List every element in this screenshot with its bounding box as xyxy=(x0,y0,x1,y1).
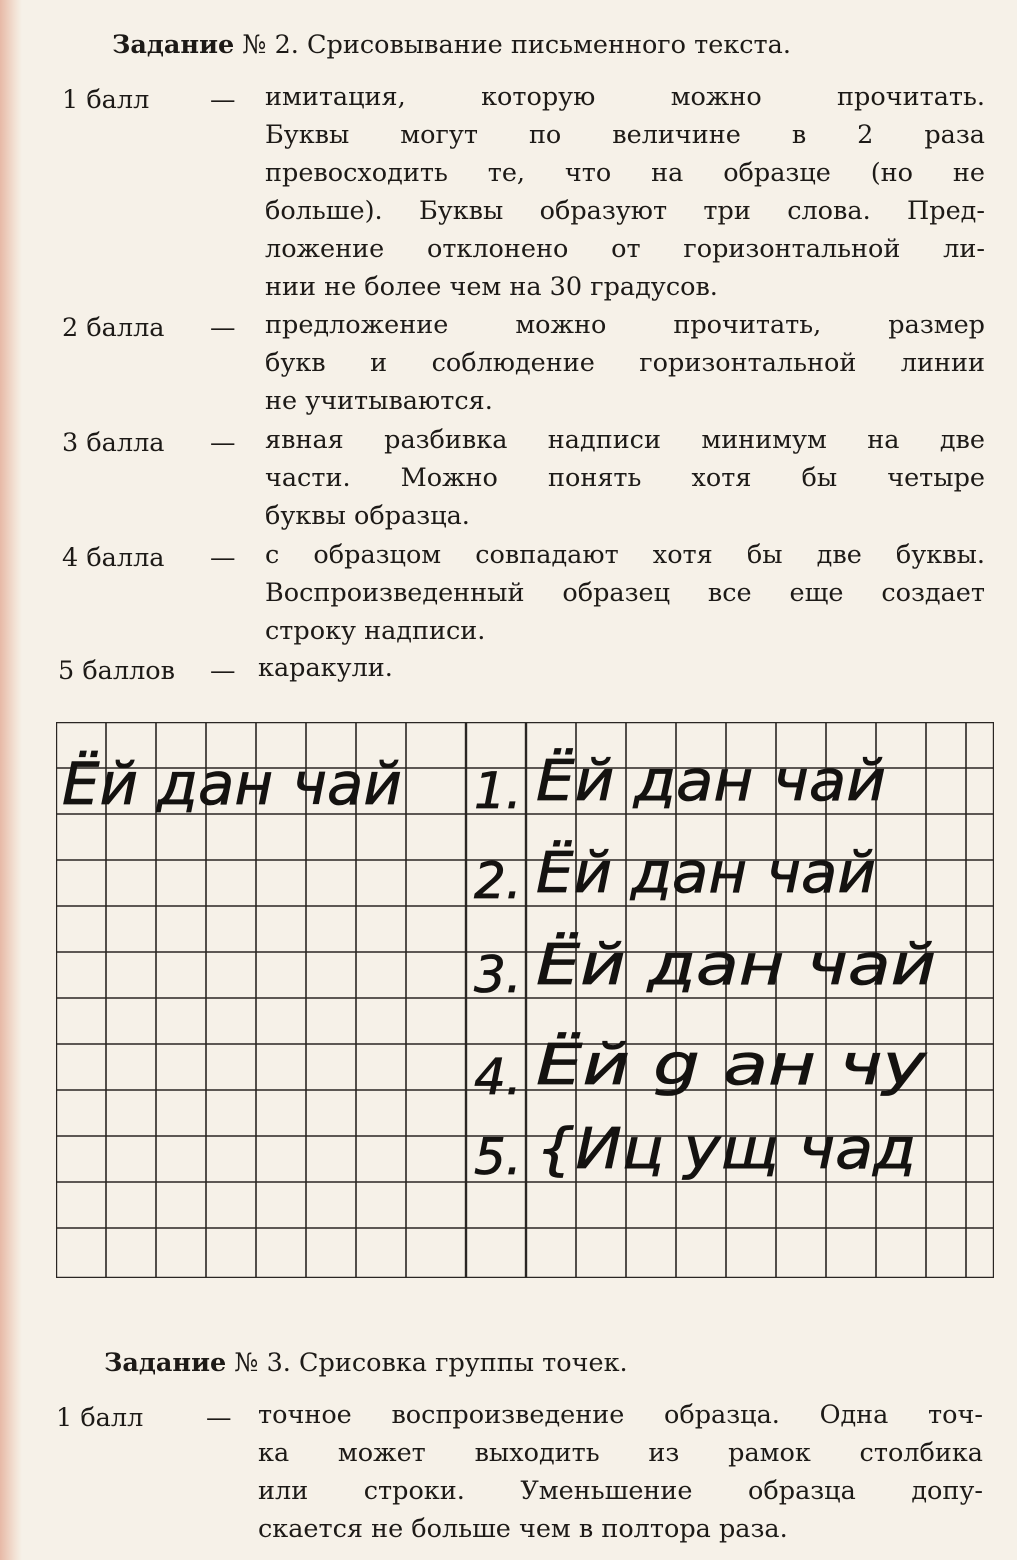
criterion-line: или строки. Уменьшение образца допу- xyxy=(258,1476,983,1506)
task3-heading-bold: Задание xyxy=(104,1348,227,1378)
task2-heading-bold: Задание xyxy=(112,30,235,60)
copy-number: 1. xyxy=(474,762,522,820)
criterion-description xyxy=(265,421,985,535)
criterion-dash: — xyxy=(210,543,236,573)
criterion-description xyxy=(258,649,558,687)
handwriting-figure xyxy=(56,722,994,1278)
copy-number: 4. xyxy=(474,1048,522,1106)
task2-heading xyxy=(112,30,791,60)
copy-handwriting: Ёй дан чай xyxy=(536,933,936,998)
copy-handwriting: Ёй дан чай xyxy=(536,841,876,906)
criterion-dash: — xyxy=(206,1403,232,1433)
criterion-score: 2 балла xyxy=(62,313,165,343)
criterion-line: букв и соблюдение горизонтальной линии xyxy=(265,348,985,378)
criterion-line: каракули. xyxy=(258,653,393,683)
criterion-line: превосходить те, что на образце (но не xyxy=(265,158,985,188)
criterion-line: больше). Буквы образуют три слова. Пред- xyxy=(265,196,985,226)
criterion-line: Буквы могут по величине в 2 раза xyxy=(265,120,985,150)
criterion-line: Воспроизведенный образец все еще создает xyxy=(265,578,985,608)
criterion-description xyxy=(265,78,985,306)
task3-heading xyxy=(104,1348,628,1378)
copy-number: 3. xyxy=(474,946,522,1004)
criterion-line: с образцом совпадают хотя бы две буквы. xyxy=(265,540,985,570)
criterion-line: нии не более чем на 30 градусов. xyxy=(265,272,718,302)
criterion-line: не учитываются. xyxy=(265,386,493,416)
criterion-score: 4 балла xyxy=(62,543,165,573)
criterion-description xyxy=(258,1396,983,1548)
criterion-score: 1 балл xyxy=(56,1403,144,1433)
criterion-score: 3 балла xyxy=(62,428,165,458)
criterion-dash: — xyxy=(210,656,236,686)
criterion-line: ложение отклонено от горизонтальной ли- xyxy=(265,234,985,264)
copy-handwriting: Ёй дан чай xyxy=(536,749,886,814)
criterion-description xyxy=(265,306,985,420)
criterion-line: точное воспроизведение образца. Одна точ- xyxy=(258,1400,983,1430)
copy-handwriting: {Иц ущ чад xyxy=(536,1117,916,1182)
criterion-dash: — xyxy=(210,85,236,115)
criterion-dash: — xyxy=(210,313,236,343)
copy-handwriting: Ёй g ан чу xyxy=(536,1033,928,1098)
criterion-score: 1 балл xyxy=(62,85,150,115)
criterion-line: явная разбивка надписи минимум на две xyxy=(265,425,985,455)
criterion-score: 5 баллов xyxy=(58,656,175,686)
criterion-dash: — xyxy=(210,428,236,458)
criterion-description xyxy=(265,536,985,650)
criterion-line: буквы образца. xyxy=(265,501,470,531)
criterion-line: предложение можно прочитать, размер xyxy=(265,310,985,340)
criterion-line: ка может выходить из рамок столбика xyxy=(258,1438,983,1468)
task3-heading-rest: № 3. Срисовка группы точек. xyxy=(234,1348,628,1378)
criterion-line: имитация, которую можно прочитать. xyxy=(265,82,985,112)
task2-heading-rest: № 2. Срисовывание письменного текста. xyxy=(242,30,791,60)
copy-number: 5. xyxy=(474,1128,522,1186)
criterion-line: скается не больше чем в полтора раза. xyxy=(258,1514,788,1544)
sample-handwriting: Ёй дан чай xyxy=(62,750,402,818)
handwriting-grid xyxy=(56,722,994,1278)
page-edge-shadow xyxy=(0,0,22,1560)
criterion-line: строку надписи. xyxy=(265,616,486,646)
criterion-line: части. Можно понять хотя бы четыре xyxy=(265,463,985,493)
copy-number: 2. xyxy=(474,852,522,910)
